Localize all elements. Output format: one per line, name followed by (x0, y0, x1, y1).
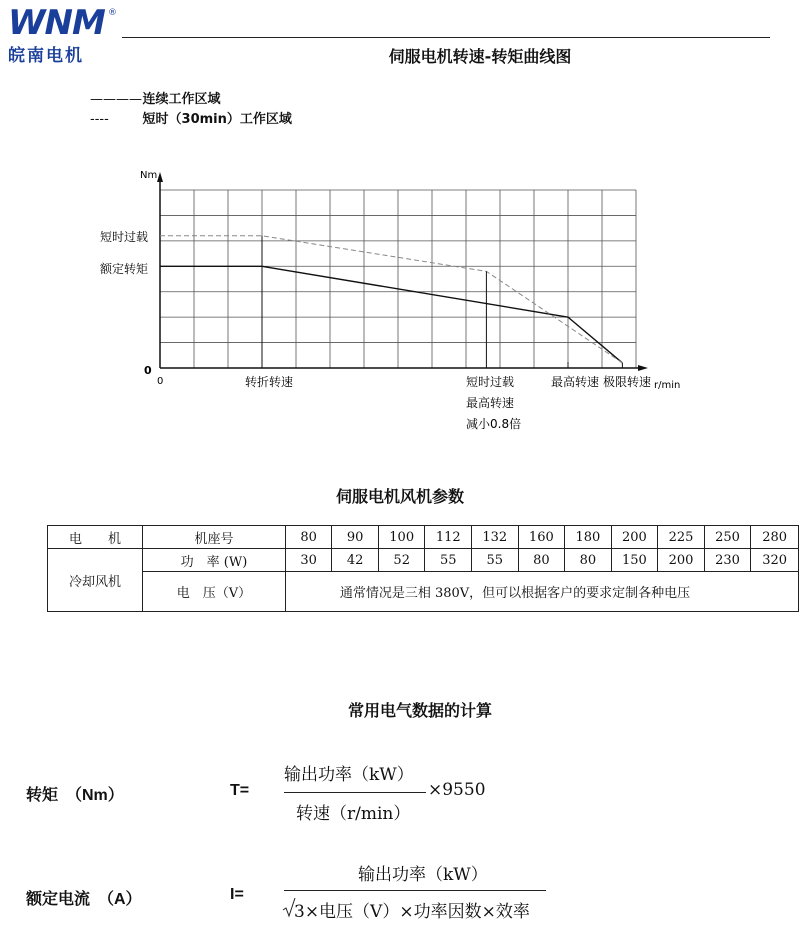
frame-cell: 90 (332, 526, 379, 549)
origin-y-label: 0 (144, 364, 152, 377)
cooling-fan-label: 冷却风机 (48, 549, 143, 612)
table-row-frames (48, 526, 799, 549)
legend-solid-label: 连续工作区域 (142, 92, 221, 107)
torque-symbol: T= (230, 782, 250, 799)
frame-cell: 100 (378, 526, 425, 549)
torque-fraction-bar (284, 792, 426, 793)
torque-denominator: 转速（r/min） (296, 804, 411, 824)
torque-multiplier: ×9550 (428, 780, 486, 800)
page-title: 伺服电机转速-转矩曲线图 (388, 47, 572, 66)
x-axis-arrow (638, 365, 648, 371)
power-cell: 80 (565, 549, 612, 572)
x-axis-label: r/min (654, 380, 681, 391)
current-label: 额定电流 （A） (26, 891, 142, 908)
voltage-note: 通常情况是三相 380V，但可以根据客户的要求定制各种电压 (285, 572, 798, 612)
y-axis-label: Nm (140, 170, 158, 181)
x-label-max-speed: 最高转速 (551, 375, 600, 389)
frame-cell: 160 (518, 526, 565, 549)
table-row-voltage (48, 572, 799, 612)
frame-cell: 180 (565, 526, 612, 549)
registered-mark: ® (108, 8, 117, 18)
short-time-curve (160, 236, 622, 363)
torque-numerator: 输出功率（kW） (284, 765, 414, 785)
legend-dashed (90, 108, 292, 127)
power-cell: 42 (332, 549, 379, 572)
voltage-label: 电 压（V） (143, 572, 286, 612)
y-axis-arrow (157, 172, 163, 182)
power-cell: 230 (704, 549, 751, 572)
x-label-short-overload-2: 最高转速 (466, 396, 515, 410)
power-cell: 80 (518, 549, 565, 572)
power-cell: 55 (472, 549, 519, 572)
table-row-power (48, 549, 799, 572)
logo-company-name: 皖南电机 (8, 46, 84, 66)
legend-solid (90, 88, 221, 107)
fan-section-title: 伺服电机风机参数 (335, 487, 464, 506)
power-cell: 200 (658, 549, 705, 572)
power-cell: 30 (285, 549, 332, 572)
chart-axes (157, 172, 648, 371)
x-label-limit-speed: 极限转速 (603, 375, 652, 389)
chart-grid (160, 190, 636, 368)
power-label: 功 率 (W) (143, 549, 286, 572)
frame-cell: 200 (611, 526, 658, 549)
frame-label: 机座号 (143, 526, 286, 549)
legend-dashed-label: 短时（30min）工作区域 (142, 112, 292, 127)
frame-cell: 132 (472, 526, 519, 549)
header-rule (122, 37, 770, 38)
current-denominator: 3×电压（V）×功率因数×效率 (294, 902, 530, 922)
frame-cell: 80 (285, 526, 332, 549)
power-cell: 55 (425, 549, 472, 572)
x-label-corner-speed: 转折转速 (245, 375, 294, 389)
current-symbol: I= (230, 886, 244, 903)
y-label-rated-torque: 额定转矩 (100, 262, 149, 276)
chart-series (160, 236, 622, 363)
frame-cell: 250 (704, 526, 751, 549)
current-fraction-bar (284, 890, 546, 891)
frame-cell: 225 (658, 526, 705, 549)
current-numerator: 输出功率（kW） (358, 865, 488, 885)
motor-head: 电 机 (48, 526, 143, 549)
speed-torque-chart (0, 160, 800, 450)
x-label-short-overload-3: 减小0.8倍 (466, 417, 522, 431)
power-cell: 150 (611, 549, 658, 572)
torque-label: 转矩 （Nm） (26, 787, 124, 804)
power-cell: 320 (751, 549, 799, 572)
continuous-curve (160, 266, 622, 363)
calc-section-title: 常用电气数据的计算 (347, 701, 492, 720)
origin-x-label: 0 (157, 376, 164, 387)
legend-solid-mark: ———— (90, 92, 142, 107)
y-label-short-overload: 短时过载 (100, 230, 149, 244)
x-label-short-overload-1: 短时过载 (466, 375, 515, 389)
logo-brand: WNM (8, 3, 105, 43)
power-cell: 52 (378, 549, 425, 572)
frame-cell: 280 (751, 526, 799, 549)
frame-cell: 112 (425, 526, 472, 549)
fan-params-table (47, 525, 799, 612)
legend-dashed-mark: ---- (90, 112, 109, 127)
